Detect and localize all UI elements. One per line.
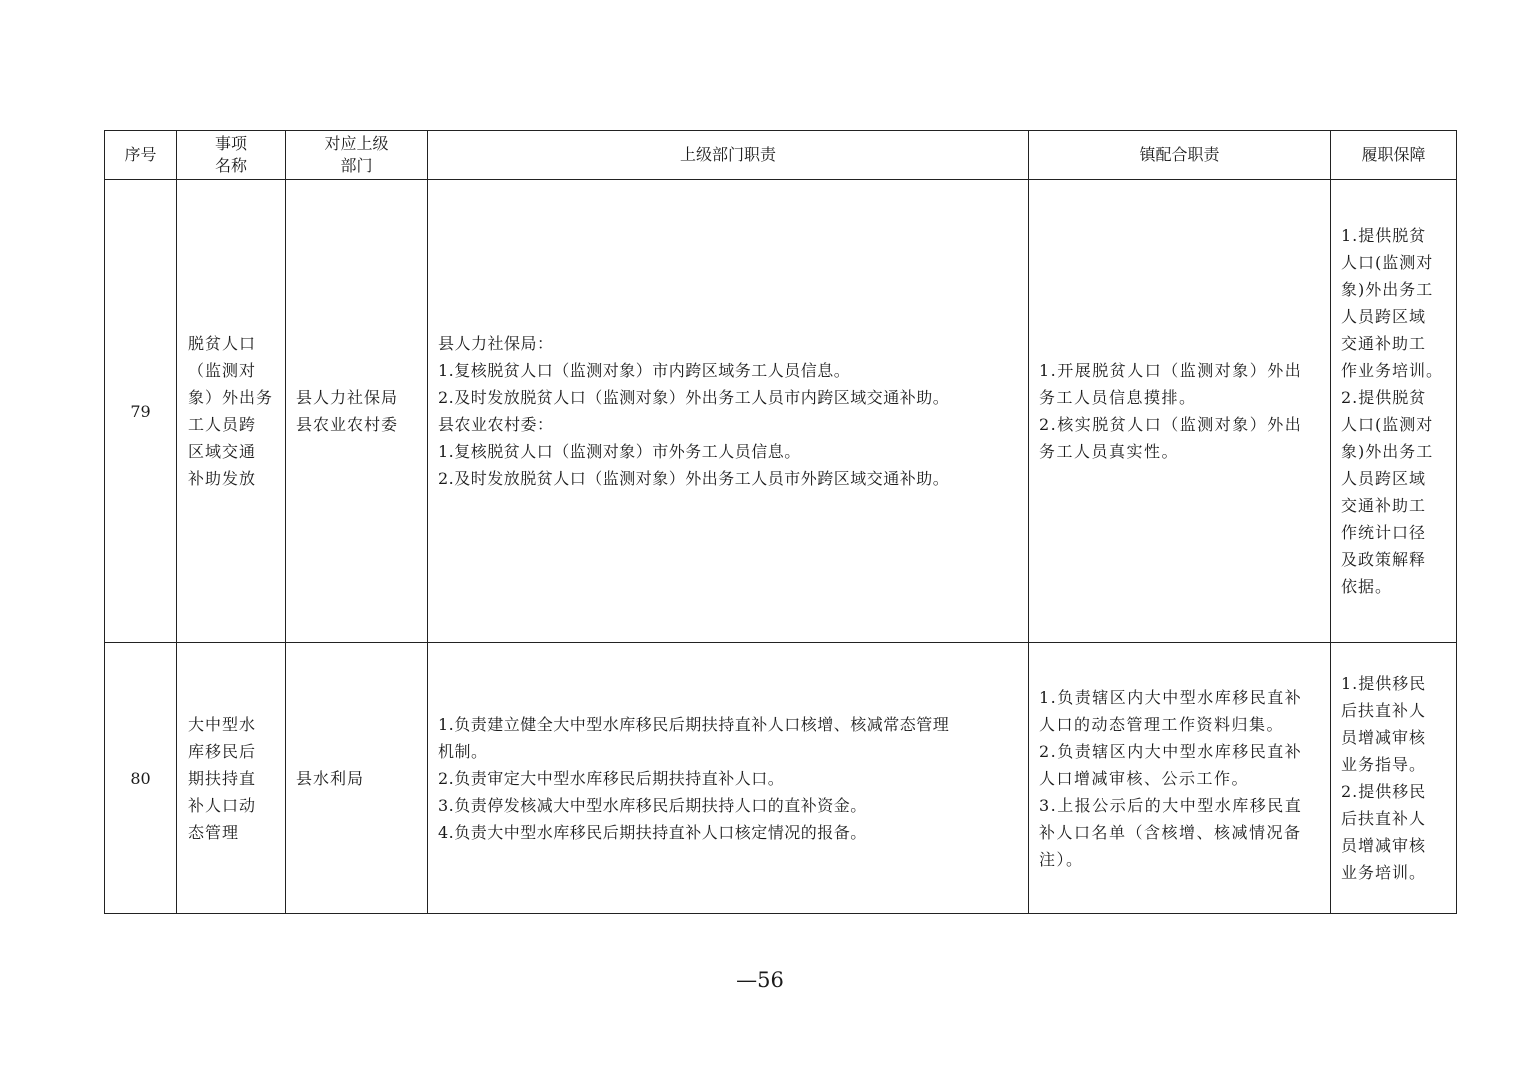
header-name-line2: 名称 <box>214 156 247 175</box>
row-dept-cell <box>286 643 428 914</box>
table-header-row <box>105 131 1457 180</box>
row-guarantee-cell <box>1331 180 1457 643</box>
page-number: —56 <box>736 968 784 992</box>
header-dept-line1: 对应上级 <box>324 134 389 153</box>
row-town-duty-cell <box>1029 180 1331 643</box>
row-dept-cell <box>286 180 428 643</box>
row-upper-duty: 县人力社保局： 1.复核脱贫人口（监测对象）市内跨区域务工人员信息。 2.及时发放脱贫人口（监测对象）外出务工人员市内跨区域交通补助。 县农业农村委： 1.复核脱贫人口（监测对象）市外务工人员信息。 2.及时发放脱贫人口（监测对象）外出务工人员市外跨区域交通补助。 <box>438 334 950 488</box>
row-guarantee: 1.提供移民 后扶直补人 员增减审核 业务指导。 2.提供移民 后扶直补人 员增减审核 业务培训。 <box>1341 674 1427 882</box>
header-name-line1: 事项 <box>214 134 247 153</box>
duty-table <box>104 130 1457 914</box>
header-dept <box>286 131 428 180</box>
row-seq: 80 <box>105 643 177 914</box>
row-item-name-cell <box>177 643 286 914</box>
row-dept: 县人力社保局 县农业农村委 <box>296 388 399 434</box>
table-row <box>105 180 1457 643</box>
row-upper-duty-cell <box>428 180 1029 643</box>
row-upper-duty-cell <box>428 643 1029 914</box>
row-item-name: 脱贫人口 （监测对 象）外出务 工人员跨 区域交通 补助发放 <box>188 334 274 488</box>
header-name <box>177 131 286 180</box>
row-guarantee-cell <box>1331 643 1457 914</box>
row-guarantee: 1.提供脱贫 人口(监测对 象)外出务工 人员跨区域 交通补助工 作业务培训。 2.提供脱贫 人口(监测对 象)外出务工 人员跨区域 交通补助工 作统计口径 及政策解释 依据。 <box>1341 226 1444 596</box>
row-item-name: 大中型水 库移民后 期扶持直 补人口动 态管理 <box>188 714 257 842</box>
row-upper-duty: 1.负责建立健全大中型水库移民后期扶持直补人口核增、核减常态管理 机制。 2.负责审定大中型水库移民后期扶持直补人口。 3.负责停发核减大中型水库移民后期扶持人口的直补资金。 4.负责大中型水库移民后期扶持直补人口核定情况的报备。 <box>438 714 950 842</box>
row-seq: 79 <box>105 180 177 643</box>
header-dept-line2: 部门 <box>340 156 373 175</box>
row-item-name-cell <box>177 180 286 643</box>
row-dept: 县水利局 <box>296 768 365 788</box>
row-town-duty: 1.负责辖区内大中型水库移民直补 人口的动态管理工作资料归集。 2.负责辖区内大中型水库移民直补 人口增减审核、公示工作。 3.上报公示后的大中型水库移民直 补人口名单（含核增、核减情况备 注）。 <box>1039 687 1303 869</box>
header-town-duty: 镇配合职责 <box>1029 131 1331 180</box>
header-upper-duty: 上级部门职责 <box>428 131 1029 180</box>
header-guarantee: 履职保障 <box>1331 131 1457 180</box>
row-town-duty-cell <box>1029 643 1331 914</box>
table-row <box>105 643 1457 914</box>
header-seq: 序号 <box>105 131 177 180</box>
row-town-duty: 1.开展脱贫人口（监测对象）外出 务工人员信息摸排。 2.核实脱贫人口（监测对象）外出 务工人员真实性。 <box>1039 361 1303 461</box>
